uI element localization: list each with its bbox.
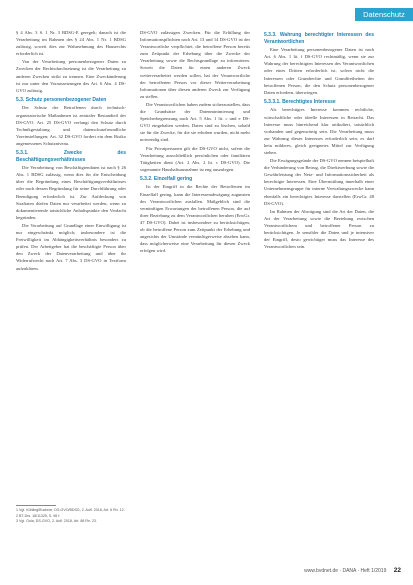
section-heading: 5.3.3.1. Berechtigtes Interesse bbox=[264, 98, 336, 105]
column-2 bbox=[140, 29, 250, 584]
paragraph: Die Verarbeitung von Beschäftigtendaten ist nach § 26 Abs. 1 BDSG zulässig, wenn dies für die Entscheidung über die Begründung eines Beschäftigungsverhältnisses oder nach dessen Begründung für seine Durchführung oder Beendigung erforderlich ist. Zur Aufdeckung von Straftaten dürfen Daten nur verarbeitet werden, wenn zu dokumentierende tatsächliche Anhaltspunkte den Verdacht begründen. bbox=[16, 165, 126, 220]
paragraph: Von der Verarbeitung personenbezogener Daten zu Zwecken der Rechtsdurchsetzung ist die Verarbeitung zu anderen Zwecken strikt zu trennen. Eine Zweckänderung ist nur unter den Voraussetzungen des Art. 6 Abs. 4 DS-GVO zulässig. bbox=[16, 59, 126, 93]
section-heading: 5.3.1. Zwecke des Beschäftigungsverhältnisses bbox=[16, 150, 126, 163]
paragraph: Die Verarbeitung auf Grundlage einer Einwilligung ist nur eingeschränkt möglich; insbesondere ist die Freiwilligkeit im Abhängigkeitsverhältnis besonders zu prüfen. Der Arbeitgeber hat die beschäftigte Person über den Zweck der Datenverarbeitung und über ihr Widerrufsrecht nach Art. 7 Abs. 3 DS-GVO in Textform aufzuklären. bbox=[16, 222, 126, 271]
paragraph: Die Verantwortlichen haben zudem sicherzustellen, dass die Grundsätze der Datenminimierung und Speicherbegrenzung nach Art. 5 Abs. 1 lit. c und e DS-GVO eingehalten werden. Daten sind zu löschen, sobald sie für die Zwecke, für die sie erhoben wurden, nicht mehr notwendig sind. bbox=[140, 101, 250, 143]
journal-reference: www.bvdnet.de · DANA · Heft 1/2019 bbox=[304, 568, 387, 574]
column-3 bbox=[264, 29, 374, 544]
footnotes bbox=[16, 508, 126, 558]
footnote-divider bbox=[16, 505, 56, 506]
paragraph: Ist der Eingriff in die Rechte der Betroffenen im Einzelfall gering, kann die Interessenabwägung zugunsten des Verantwortlichen ausfallen. Maßgeblich sind die vernünftigen Erwartungen der betroffenen Person, die auf ihrer Beziehung zu dem Verantwortlichen beruhen (ErwGr. 47 DS-GVO). Dabei ist insbesondere zu berücksichtigen, ob die betroffene Person zum Zeitpunkt der Erhebung und angesichts der Umstände vernünftigerweise absehen kann, dass möglicherweise eine Verarbeitung für diesen Zweck erfolgen wird. bbox=[140, 184, 250, 254]
footnote: 1 Vgl. Kühling/Buchner, DS-GVO/BDSG, 2. Aufl. 2018, Art. 6 Rn. 12. bbox=[16, 508, 125, 512]
page-footer bbox=[304, 566, 401, 576]
paragraph: DS-GVO zulässigen Zwecken. Für die Erfüllung der Informationspflichten nach Art. 13 und 14 DS-GVO ist der Verantwortliche verpflichtet, die betroffene Person bereits zum Zeitpunkt der Erhebung über die Zwecke der Verarbeitung sowie die Rechtsgrundlage zu informieren. Soweit die Daten für einen anderen Zweck weiterverarbeitet werden sollen, hat der Verantwortliche der betroffenen Person vor dieser Weiterverarbeitung Informationen über diesen anderen Zweck zur Verfügung zu stellen. bbox=[140, 30, 250, 99]
paragraph: Für Privatpersonen gilt die DS-GVO nicht, sofern die Verarbeitung ausschließlich persönlichen oder familiären Tätigkeiten dient (Art. 2 Abs. 2 lit. c DS-GVO). Die sogenannte Haushaltsausnahme ist eng auszulegen. bbox=[140, 145, 250, 172]
section-heading: 5.3.2. Einzelfall gering bbox=[140, 175, 193, 182]
section-heading: 5.3.3. Wahrung berechtigter Interessen des Verantwortlichen bbox=[264, 32, 374, 45]
paragraph: Eine Verarbeitung personenbezogener Daten ist nach Art. 6 Abs. 1 lit. f DS-GVO rechtmäßig, wenn sie zur Wahrung der berechtigten Interessen des Verantwortlichen oder eines Dritten erforderlich ist, sofern nicht die Interessen oder Grundrechte und Grundfreiheiten der betroffenen Person, die den Schutz personenbezogener Daten erfordern, überwiegen. bbox=[264, 47, 374, 95]
column-1 bbox=[16, 29, 126, 499]
page-number: 22 bbox=[393, 567, 401, 574]
paragraph: Als berechtigtes Interesse kommen rechtliche, wirtschaftliche oder ideelle Interessen in Betracht. Das Interesse muss hinreichend klar artikuliert, tatsächlich vorhanden und gegenwärtig sein. Die Verarbeitung muss zur Wahrung dieses Interesses erforderlich sein; es darf kein milderes, gleich geeignetes Mittel zur Verfügung stehen. bbox=[264, 107, 374, 155]
paragraph: § 4 Abs. 3 S. 1 Nr. 3 BDSG-E geregelt; danach ist die Verarbeitung im Rahmen des § 24 Abs. 1 Nr. 1 BDSG zulässig, soweit dies zur Wahrnehmung des Hausrechts erforderlich ist. bbox=[16, 30, 126, 57]
paragraph: Die Erwägungsgründe der DS-GVO nennen beispielhaft die Verhinderung von Betrug, die Direktwerbung sowie die Gewährleistung der Netz- und Informationssicherheit als berechtigte Interessen. Eine Übermittlung innerhalb einer Unternehmensgruppe für interne Verwaltungszwecke kann ebenfalls ein berechtigtes Interesse darstellen (ErwGr. 48 DS-GVO). bbox=[264, 158, 374, 206]
page-header bbox=[0, 0, 413, 22]
footnote: 2 BT-Drs. 18/11325, S. 96 f. bbox=[16, 513, 61, 518]
section-tab: Datenschutz bbox=[355, 8, 413, 21]
paragraph: Der Schutz der Betroffenen durch technisch-organisatorische Maßnahmen ist zentraler Bestandteil der DS-GVO. Art. 25 DS-GVO verlangt den Schutz durch Technikgestaltung und datenschutzfreundliche Voreinstellungen; Art. 32 DS-GVO fordert ein dem Risiko angemessenes Schutzniveau. bbox=[16, 105, 126, 146]
section-heading: 5.3. Schutz personenbezogener Daten bbox=[16, 96, 107, 103]
footnote: 3 Vgl. Gola, DS-GVO, 2. Aufl. 2018, Art. 88 Rn. 23. bbox=[16, 519, 97, 524]
paragraph: Im Rahmen der Abwägung sind die Art der Daten, die Art der Verarbeitung sowie die Beziehung zwischen Verantwortlichem und betroffener Person zu berücksichtigen. Je sensibler die Daten und je intensiver der Eingriff, desto gewichtiger muss das Interesse des Verantwortlichen sein. bbox=[264, 208, 374, 250]
